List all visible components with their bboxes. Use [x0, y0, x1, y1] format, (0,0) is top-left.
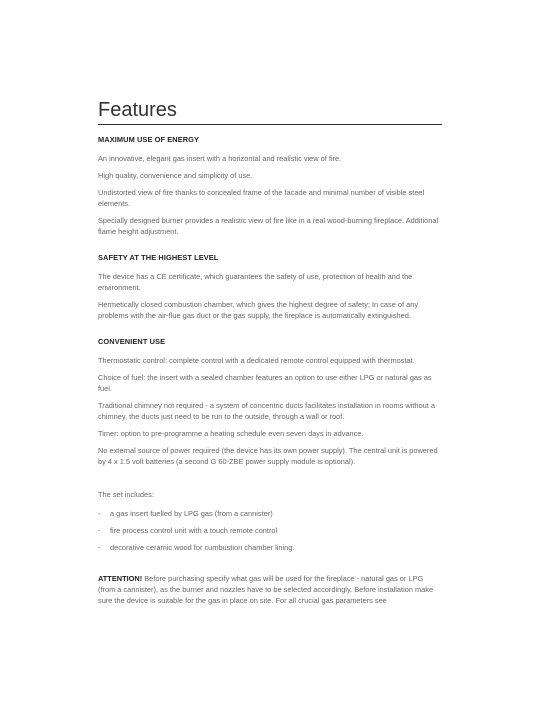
list-bullet: -	[98, 543, 101, 552]
paragraph: Thermostatic control: complete control with a dedicated remote control equipped with thermostat.	[98, 356, 415, 365]
attention-text: Before purchasing specify what gas will be used for the fireplace - natural gas or LPG (from a cannister), as the burner and nozzles have to be selected accordingly. Before installation make sure the device is suitable for the gas in place on site. For all crucial gas parameters see	[98, 574, 434, 605]
attention-label: ATTENTION!	[98, 574, 143, 583]
section-safety	[98, 253, 442, 321]
list-item	[98, 525, 442, 536]
page-title: Features	[98, 99, 177, 121]
section-heading: MAXIMUM USE OF ENERGY	[98, 135, 200, 144]
features-content	[98, 98, 442, 606]
paragraph: High quality, convenience and simplicity of use.	[98, 171, 253, 180]
list-bullet: -	[98, 509, 101, 518]
list-item-text: a gas insert fuelled by LPG gas (from a cannister)	[110, 509, 273, 518]
attention-note	[98, 573, 442, 606]
paragraph: Traditional chimney not required - a system of concentric ducts facilitates installation in rooms without a chimney, the ducts just need to be run to the outside, through a wall or roof.	[98, 401, 435, 421]
paragraph: Undistorted view of fire thanks to concealed frame of the facade and minimal number of visible steel elements.	[98, 188, 425, 208]
paragraph: Choice of fuel: the insert with a sealed chamber features an option to use either LPG or natural gas as fuel.	[98, 373, 432, 393]
paragraph: The device has a CE certificate, which guarantees the safety of use, protection of health and the environment.	[98, 272, 413, 292]
paragraph: An innovative, elegant gas insert with a horizontal and realistic view of fire.	[98, 154, 342, 163]
title-rule	[98, 124, 442, 125]
paragraph: Hermetically closed combustion chamber, which gives the highest degree of safety; In case of any problems with the air-flue gas duct or the gas supply, the fireplace is automatically extinguished.	[98, 300, 419, 320]
section-heading: CONVENIENT USE	[98, 337, 166, 346]
list-item-text: fire process control unit with a touch remote control	[110, 526, 278, 535]
set-intro: The set includes:	[98, 490, 154, 499]
section-convenient-use	[98, 337, 442, 467]
paragraph: Specially designed burner provides a realistic view of fire like in a real wood-burning fireplace. Additional flame height adjustment.	[98, 216, 439, 236]
list-item-text: decorative ceramic wood for cumbustion chamber lining.	[110, 543, 295, 552]
paragraph: No external source of power required (the device has its own power supply). The central unit is powered by 4 x 1.5 volt batteries (a second G 60-ZBE power supply module is optional).	[98, 446, 438, 466]
list-item	[98, 542, 442, 553]
list-bullet: -	[98, 526, 101, 535]
section-heading: SAFETY AT THE HIGHEST LEVEL	[98, 253, 219, 262]
section-energy	[98, 135, 442, 237]
paragraph: Timer: option to pre-programme a heating schedule even seven days in advance.	[98, 429, 364, 438]
list-item	[98, 508, 442, 519]
set-list	[98, 508, 442, 553]
